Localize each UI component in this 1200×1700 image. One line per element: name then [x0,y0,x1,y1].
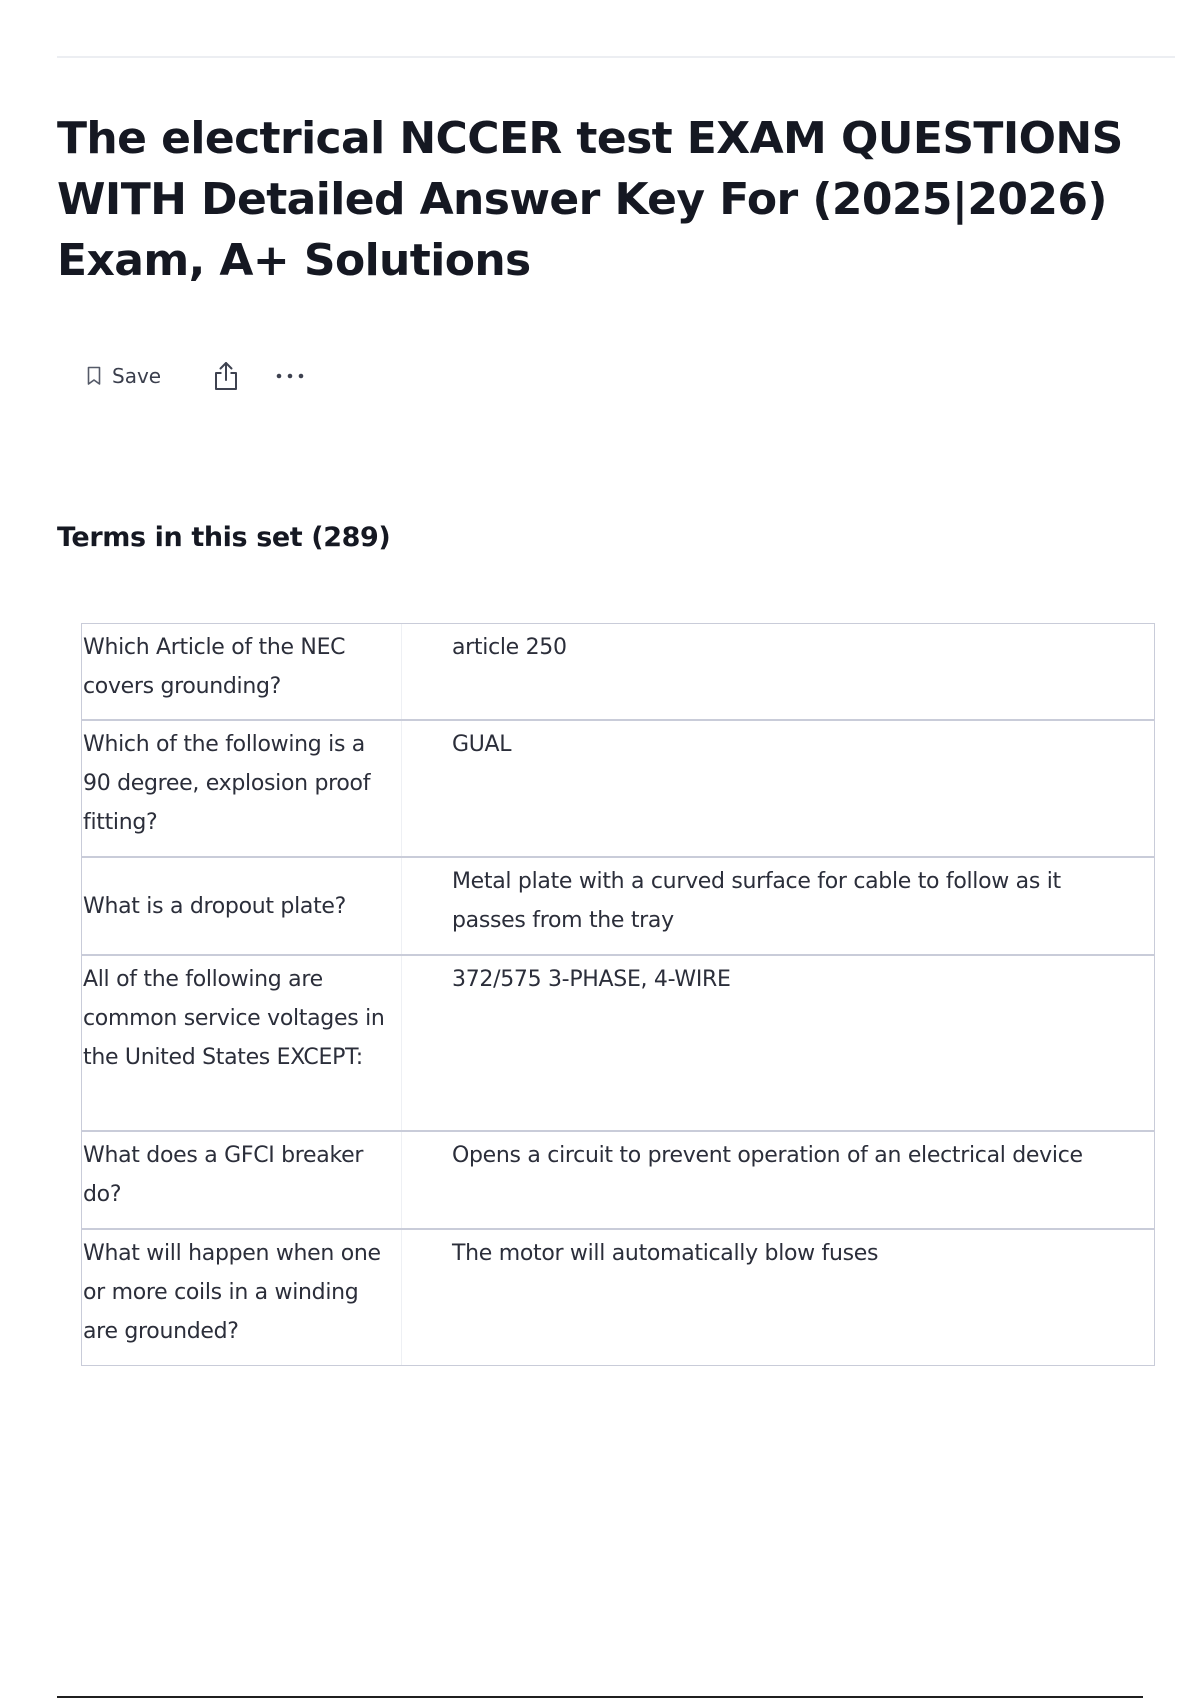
bottom-divider [57,1696,1143,1698]
term-text: All of the following are common service voltages in the United States EXCEPT: [82,956,402,1130]
term-text: What will happen when one or more coils in a winding are grounded? [82,1230,402,1365]
share-button[interactable] [213,361,239,391]
save-label: Save [112,364,162,388]
term-row [82,624,1154,721]
term-text: What does a GFCI breaker do? [82,1132,402,1228]
definition-text: Metal plate with a curved surface for cable to follow as it passes from the tray [452,869,1061,933]
more-options-button[interactable] [275,372,305,380]
top-divider [57,56,1175,58]
term-text: Which Article of the NEC covers grounding? [82,624,402,719]
definition-text: The motor will automatically blow fuses [452,1241,879,1266]
set-toolbar [86,358,305,394]
term-row [82,721,1154,858]
term-row [82,858,1154,956]
more-horizontal-icon [275,372,305,380]
definition-text: 372/575 3-PHASE, 4-WIRE [452,967,731,992]
terms-table [81,623,1155,1366]
definition-text: article 250 [452,635,567,660]
term-text: Which of the following is a 90 degree, explosion proof fitting? [82,721,402,856]
definition-text: GUAL [452,732,512,757]
definition-text: Opens a circuit to prevent operation of an electrical device [452,1143,1083,1168]
page-title: The electrical NCCER test EXAM QUESTIONS WITH Detailed Answer Key For (2025|2026) Exam, A+ Solutions [57,113,1123,286]
bookmark-icon [86,366,102,386]
save-button[interactable] [86,364,161,388]
term-text: What is a dropout plate? [82,858,402,954]
term-row [82,1230,1154,1366]
terms-heading: Terms in this set (289) [57,522,391,553]
share-icon [213,361,239,391]
term-row [82,956,1154,1132]
term-row [82,1132,1154,1230]
